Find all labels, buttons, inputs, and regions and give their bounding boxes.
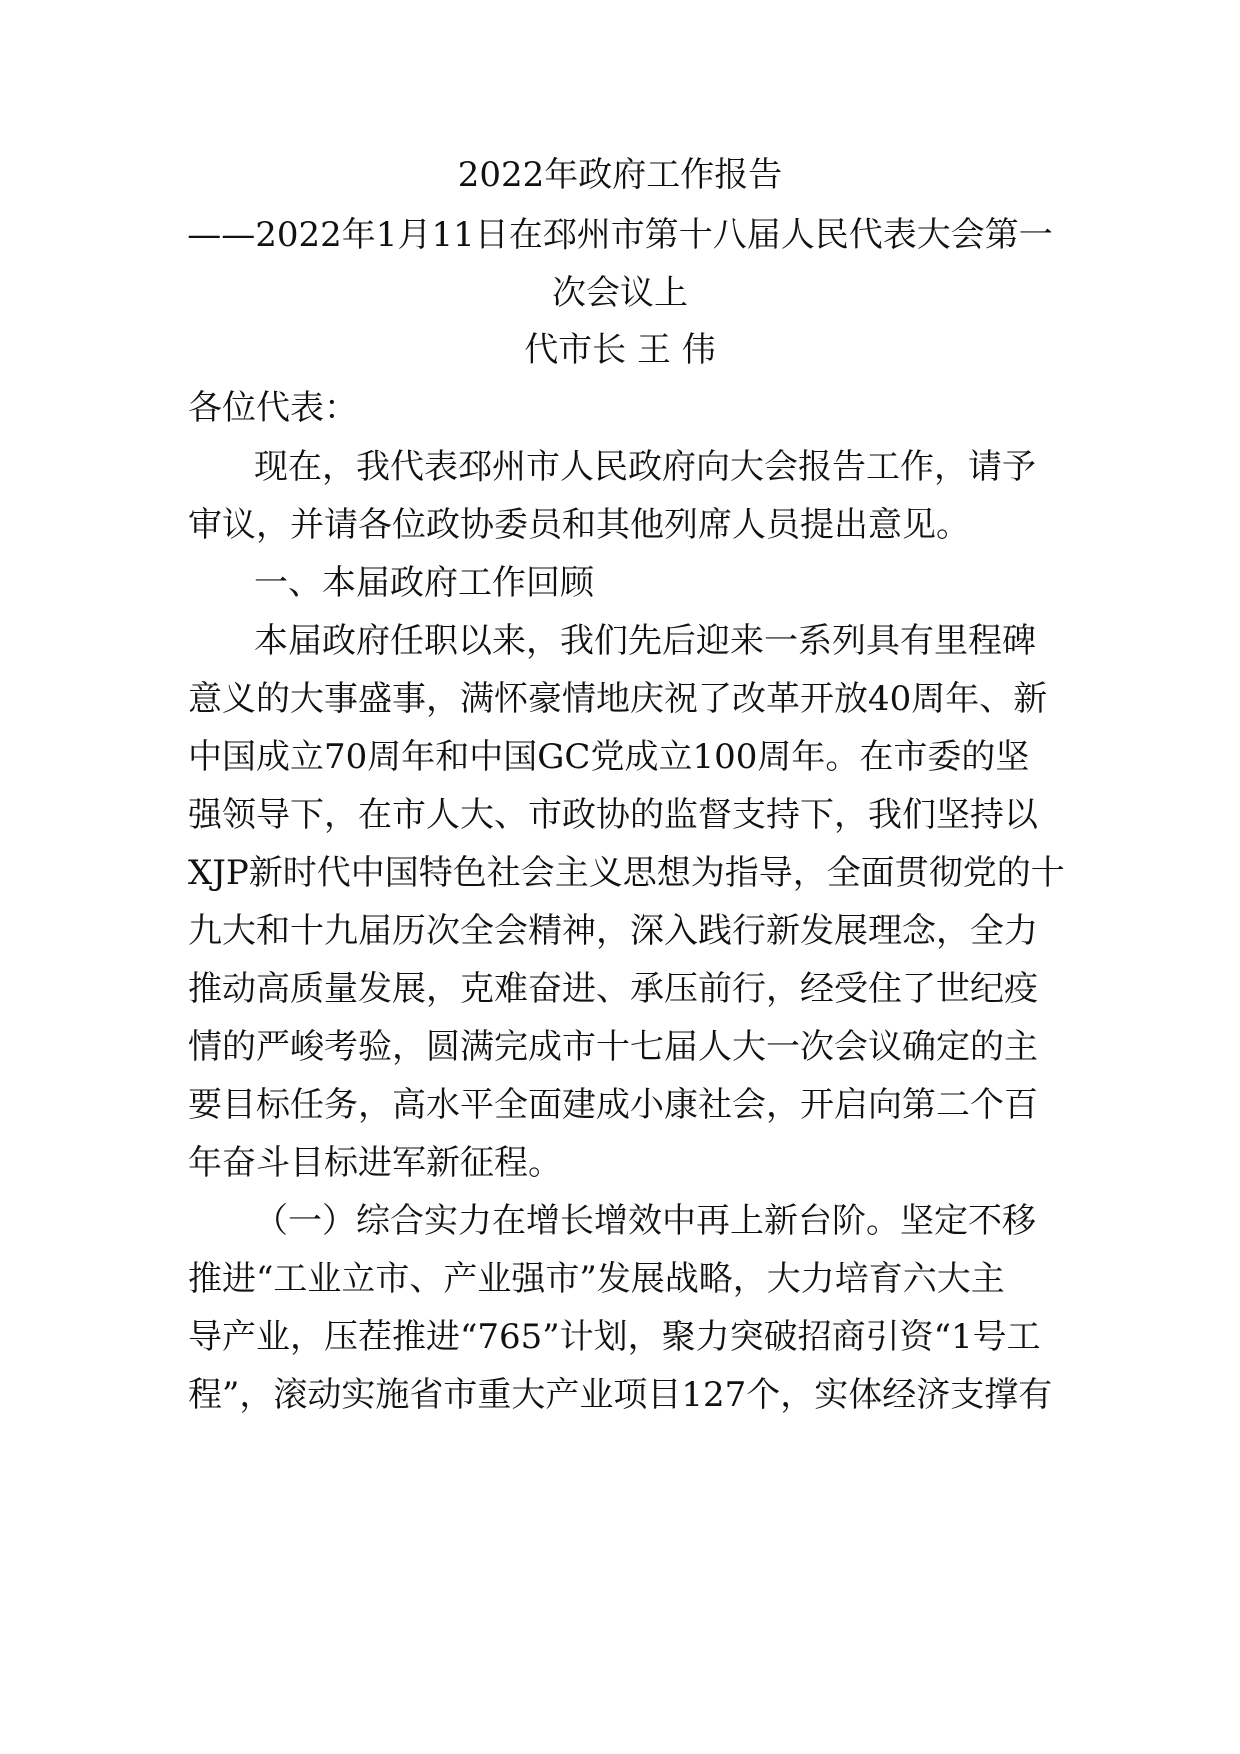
paragraph-line: 导产业，压茬推进“765”计划，聚力突破招商引资“1号工	[188, 1317, 1041, 1357]
speaker-line: 代市长 王 伟	[524, 330, 716, 370]
paragraph-line: 意义的大事盛事，满怀豪情地庆祝了改革开放40周年、新	[188, 679, 1048, 719]
paragraph-line: 现在，我代表邳州市人民政府向大会报告工作，请予	[254, 447, 1036, 487]
paragraph-line: 推进“工业立市、产业强市”发展战略，大力培育六大主	[188, 1259, 1005, 1299]
paragraph-line: （一）综合实力在增长增效中再上新台阶。坚定不移	[254, 1201, 1036, 1241]
paragraph-line: 情的严峻考验，圆满完成市十七届人大一次会议确定的主	[188, 1027, 1038, 1067]
document-title: 2022年政府工作报告	[457, 155, 783, 195]
section-heading: 一、本届政府工作回顾	[254, 563, 594, 603]
document-subtitle-line-2: 次会议上	[552, 273, 688, 313]
paragraph-line: 强领导下，在市人大、市政协的监督支持下，我们坚持以	[188, 795, 1038, 835]
document-subtitle-line-1: ——2022年1月11日在邳州市第十八届人民代表大会第一	[187, 215, 1053, 255]
paragraph-line: 要目标任务，高水平全面建成小康社会，开启向第二个百	[188, 1085, 1038, 1125]
paragraph-line: 九大和十九届历次全会精神，深入践行新发展理念，全力	[188, 911, 1038, 951]
paragraph-line: 程”，滚动实施省市重大产业项目127个，实体经济支撑有	[188, 1375, 1053, 1415]
paragraph-line: 推动高质量发展，克难奋进、承压前行，经受住了世纪疫	[188, 969, 1038, 1009]
paragraph-line: 中国成立70周年和中国GC党成立100周年。在市委的坚	[188, 737, 1030, 777]
paragraph-line: 年奋斗目标进军新征程。	[188, 1143, 562, 1183]
paragraph-line: 审议，并请各位政协委员和其他列席人员提出意见。	[188, 505, 970, 545]
salutation: 各位代表：	[188, 388, 358, 428]
paragraph-line: XJP新时代中国特色社会主义思想为指导，全面贯彻党的十	[188, 853, 1065, 893]
paragraph-line: 本届政府任职以来，我们先后迎来一系列具有里程碑	[254, 621, 1036, 661]
